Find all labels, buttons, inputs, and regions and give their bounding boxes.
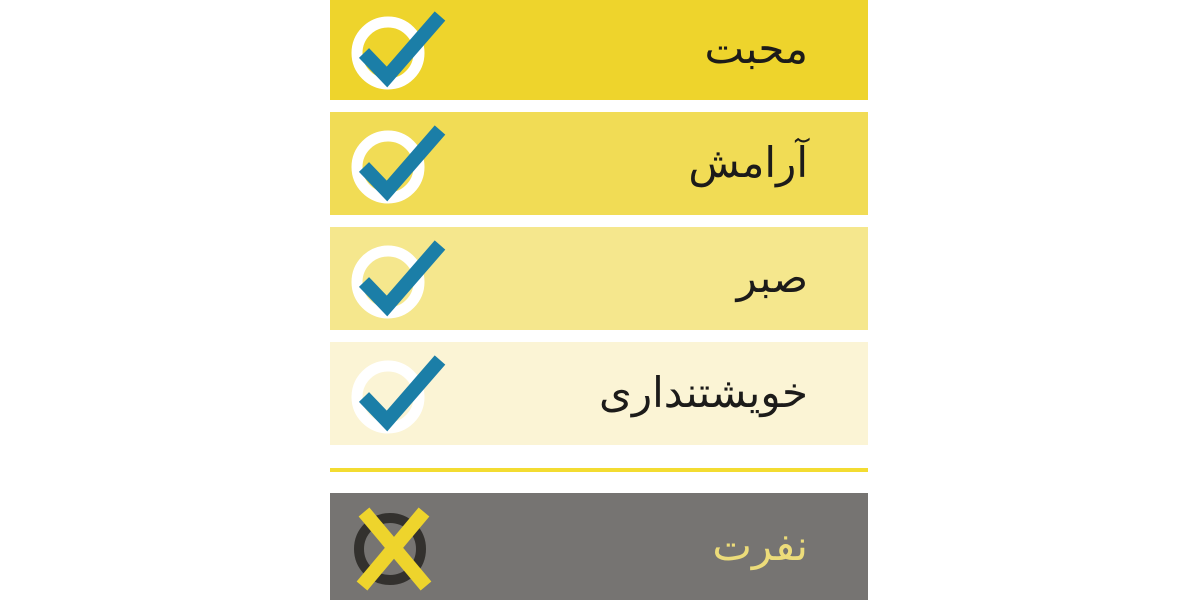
divider-line	[330, 468, 868, 472]
list-item-label: خویشتنداری	[598, 367, 808, 417]
check-circle-icon	[350, 119, 450, 209]
check-circle-icon	[350, 5, 450, 95]
list-item[interactable]	[330, 0, 868, 100]
check-circle-icon	[350, 234, 450, 324]
list-item[interactable]	[330, 493, 868, 600]
list-item[interactable]	[330, 227, 868, 330]
check-circle-icon	[350, 349, 450, 439]
list-item-label: محبت	[704, 24, 808, 74]
cross-circle-icon	[350, 502, 450, 592]
list-item-label: صبر	[736, 252, 808, 302]
list-item-label: نفرت	[712, 520, 808, 570]
list-item[interactable]	[330, 342, 868, 445]
checklist	[330, 0, 868, 600]
list-item[interactable]	[330, 112, 868, 215]
list-item-label: آرامش	[688, 137, 808, 187]
